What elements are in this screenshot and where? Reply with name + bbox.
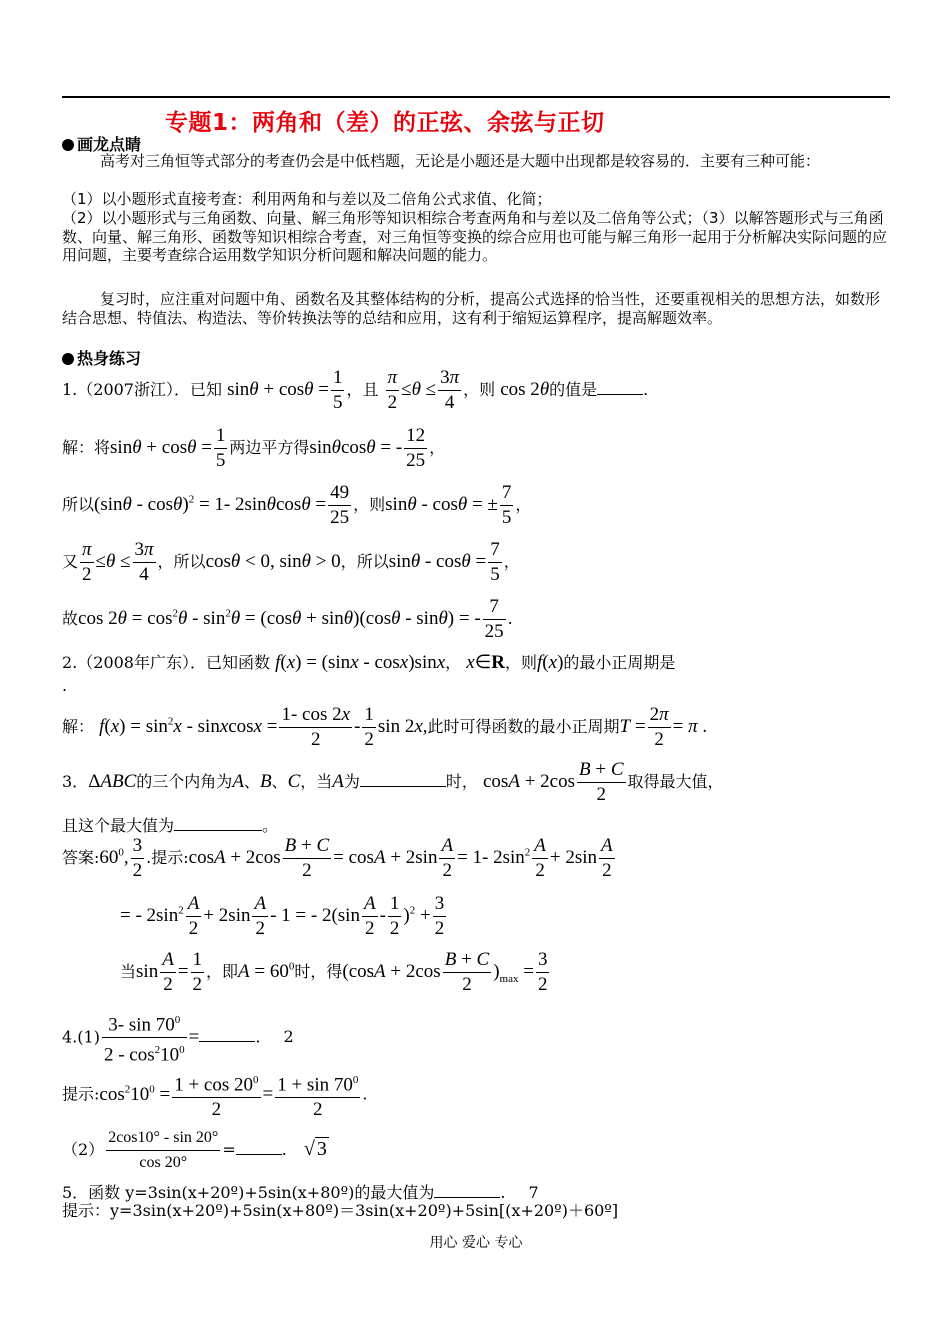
hint-4-1: 提示$:\cos^210^0$ = $\frac{1 + \cos 20^0}{2}$ = $\frac{1 + \sin 70^0}{2}$ .: [62, 1068, 367, 1122]
question-3-line-2: 且这个最大值为 。: [62, 816, 279, 835]
solution-1-line-3: 又 $\frac{\pi}{2}$ ≤θ ≤ $\frac{3\pi}{4}$ ，所以cosθ < 0, sinθ > 0，所以sinθ - cosθ = $\frac{7}{5}$ ，: [62, 539, 520, 585]
bullet-icon: [62, 353, 74, 365]
section-heading-2: 热身练习: [62, 346, 141, 369]
question-2: 2.（2008年广东）．已知函数 f(x) = (sinx - cosx)sinx， x∈R，则f(x)的最小正周期是: [62, 652, 676, 673]
intro-paragraph-4: 复习时，应注重对问题中角、函数名及其整体结构的分析，提高公式选择的恰当性，还要重视相关的思想方法，如数形结合思想、特值法、构造法、等价转换法等的总结和应用，这有利于缩短运算程序，提高解题效率。: [62, 290, 881, 327]
solution-1-line-4: 故$\cos 2\theta = \cos^2\theta - \sin^2\theta = (\cos\theta + \sin\theta)(\cos\theta - \sin\theta)$ = - $\frac{7}{25}$ .: [62, 596, 513, 642]
intro-paragraph-2: （1）以小题形式直接考查：利用两角和与差以及二倍角公式求值、化简；: [62, 190, 552, 208]
answer-3-line-1: 答案$:60^0$, $\frac{3}{2}$ .提示:cosA + 2cos $\frac{B + C}{2}$ = cosA + 2sin $\frac{A}{2}$ = 1- $2\sin^2$ $\frac{A}{2}$ + 2sin $\frac{A}{2}$: [62, 835, 613, 881]
question-2-dot: .: [62, 676, 68, 695]
document-page: [62, 0, 890, 1342]
section-heading-1: 画龙点睛: [62, 132, 141, 155]
hint-5: 提示：y=3sin(x+20º)+5sin(x+80º)＝3sin(x+20º)+5sin[(x+20º)＋60º]: [62, 1201, 619, 1220]
answer-5: 7: [528, 1183, 539, 1202]
answer-3-line-3: 当sin $\frac{A}{2}$ = $\frac{1}{2}$ ，即$A = 60^0$时，得(cosA + 2cos $\frac{B + C}{2}$ )$_{max}$ = $\frac{3}{2}$: [120, 949, 548, 995]
answer-3-line-2: = - $2\sin^2$ $\frac{A}{2}$ + 2sin $\frac{A}{2}$ - 1 = - 2(sin $\frac{A}{2}$ - $\frac{1}{2}$ )$^2$ + $\frac{3}{2}$: [120, 893, 445, 939]
solution-1-line-2: 所以(sinθ - cosθ)$^2$ = 1- 2sinθcosθ = $\frac{49}{25}$ ，则sinθ - cosθ = ± $\frac{7}{5}$ ，: [62, 482, 532, 528]
bullet-icon: [62, 139, 74, 151]
question-4-2: （2） $\frac{2\cos 10^\circ - \sin 20^\circ}{\cos 20^\circ}$ = . √ 3: [62, 1126, 329, 1175]
question-3: 3．ΔABC的三个内角为A、B、C，当A为 时， cosA + 2cos $\frac{B + C}{2}$ 取得最大值，: [62, 759, 724, 805]
header-rule: [62, 96, 890, 98]
page-title: 专题1：两角和（差）的正弦、余弦与正切: [165, 110, 605, 136]
question-1: 1.（2007浙江）．已知 sinθ + cosθ = $\frac{1}{5}$ ，且 $\frac{\pi}{2}$ ≤θ ≤ $\frac{3\pi}{4}$ ，则 cos 2θ的值是 .: [62, 367, 649, 413]
question-4-1: 4.(1) $\frac{3- \sin 70^0}{2 - \cos^210^0}$ = . 2: [62, 1008, 294, 1068]
question-5: 5．函数 y=3sin(x+20º)+5sin(x+80º)的最大值为 . 7: [62, 1183, 539, 1202]
solution-2: 解： $f(x) = \sin^2x$ - sinxcosx = $\frac{1- \cos 2x}{2}$ - $\frac{1}{2}$ sin 2x,此时可得函数的最小正周期T = $\frac{2\pi}{2}$ = π .: [62, 704, 708, 750]
answer-4-1: 2: [283, 1027, 294, 1047]
page-footer: 用心 爱心 专心: [429, 1235, 523, 1251]
answer-4-2: √ 3: [303, 1138, 327, 1160]
intro-paragraph-3: （2）以小题形式与三角函数、向量、解三角形等知识相综合考查两角和与差以及二倍角等公式；（3）以解答题形式与三角函数、向量、解三角形、函数等知识相综合考查，对三角恒等变换的综合应用也可能与解三角形一起用于分析解决实际问题的应用问题，主要考查综合运用数学知识分析问题和解决问题的能力。: [62, 209, 888, 264]
solution-1-line-1: 解：将sinθ + cosθ = $\frac{1}{5}$ 两边平方得sinθcosθ = - $\frac{12}{25}$ ，: [62, 425, 446, 471]
intro-paragraph-1: 高考对三角恒等式部分的考查仍会是中低档题，无论是小题还是大题中出现都是较容易的．主要有三种可能：: [100, 152, 821, 170]
